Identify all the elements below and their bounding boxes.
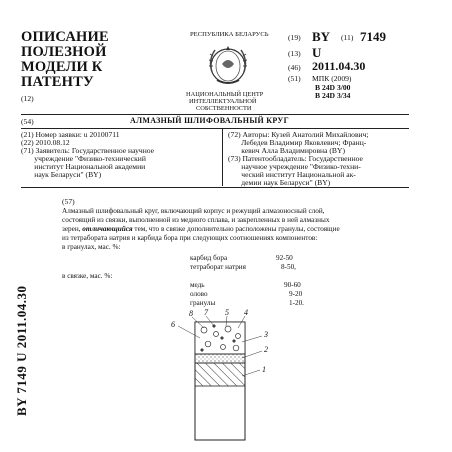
characterized-word: отличающийся — [82, 225, 133, 233]
model-title: АЛМАЗНЫЙ ШЛИФОВАЛЬНЫЙ КРУГ — [130, 116, 289, 125]
figure-label-4: 4 — [244, 308, 248, 317]
right-field-1: (72) Авторы: Кузей Анатолий Михайлович; — [228, 130, 369, 139]
binder-name-2: олово — [190, 290, 208, 298]
code-57: (57) — [62, 197, 75, 206]
granule-value-1: 92-50 — [276, 254, 293, 262]
binder-name-3: гранулы — [190, 299, 216, 307]
code-12: (12) — [21, 94, 34, 103]
code-11: (11) — [341, 33, 354, 42]
right-field-4: (73) Патентообладатель: Государственное — [228, 154, 363, 163]
kind-code: U — [312, 45, 322, 60]
publication-date: 2011.04.30 — [312, 59, 366, 73]
doc-title-line-3: МОДЕЛИ К — [21, 59, 103, 75]
binder-intro: в связке, мас. %: — [62, 272, 113, 280]
doc-title-line-1: ОПИСАНИЕ — [21, 29, 109, 45]
state-emblem — [205, 42, 251, 88]
claim-line-3-rest: тем, что в связке дополнительно расположены гранулы, состоящие — [134, 225, 340, 233]
binder-value-2: 9-20 — [289, 290, 303, 298]
binder-name-1: медь — [190, 281, 205, 289]
center-line-3: СОБСТВЕННОСТИ — [196, 105, 252, 112]
ipc-class-1: B 24D 3/00 — [315, 83, 351, 92]
granule-name-1: карбид бора — [190, 254, 228, 262]
claim-line-3 — [62, 225, 340, 233]
figure-label-7: 7 — [204, 308, 208, 317]
figure-label-8: 8 — [189, 309, 193, 318]
code-54: (54) — [21, 117, 34, 126]
code-51: (51) — [288, 74, 301, 83]
code-46: (46) — [288, 63, 301, 72]
code-13: (13) — [288, 49, 301, 58]
country-code: BY — [312, 29, 331, 44]
center-line-1: НАЦИОНАЛЬНЫЙ ЦЕНТР — [186, 91, 264, 98]
right-field-5: научное учреждение "Физико-техни- — [228, 162, 361, 171]
left-field-1: (21) Номер заявки: u 20100711 — [21, 130, 120, 139]
binder-value-3: 1-20. — [289, 299, 304, 307]
side-document-code: BY 7149 U 2011.04.30 — [14, 285, 29, 416]
patent-number: 7149 — [360, 29, 386, 44]
left-field-5: институт Национальной академии — [21, 162, 146, 171]
republic-label: РЕСПУБЛИКА БЕЛАРУСЬ — [190, 31, 269, 38]
figure-label-6: 6 — [171, 320, 175, 329]
claim-line-1: Алмазный шлифовальный круг, включающий корпус и режущий алмазоносный слой, — [62, 207, 325, 215]
claim-line-4: из тетраборaта натрия и карбида бора при следующих соотношениях компонентов: — [62, 234, 318, 242]
claim-line-2: состоящий из связки, выполненной из медного сплава, и закрепленных в ней алмазных — [62, 216, 330, 224]
right-field-2: Лебедев Владимир Яковлевич; Франц- — [228, 138, 367, 147]
figure-label-2: 2 — [264, 345, 268, 354]
right-field-7: демии наук Беларуси" (BY) — [228, 178, 331, 187]
claim-line-5: в гранулах, мас. %: — [62, 243, 121, 251]
left-field-2: (22) 2010.08.12 — [21, 138, 70, 147]
figure-label-1: 1 — [262, 365, 266, 374]
figure-label-5: 5 — [225, 308, 229, 317]
ipc-class-2: B 24D 3/34 — [315, 91, 351, 100]
doc-title-line-4: ПАТЕНТУ — [21, 74, 94, 90]
center-line-2: ИНТЕЛЛЕКТУАЛЬНОЙ — [189, 98, 257, 105]
rule-top — [21, 114, 409, 115]
left-field-3: (71) Заявитель: Государственное научное — [21, 146, 155, 155]
code-19: (19) — [288, 33, 301, 42]
left-field-6: наук Беларуси" (BY) — [21, 170, 102, 179]
rule-under-title — [21, 128, 409, 129]
right-field-3: кевич Алла Владимировна (BY) — [228, 146, 345, 155]
rule-under-fields — [21, 187, 409, 188]
claim-line-3-start: зерен, — [62, 225, 81, 233]
granule-name-2: тетраборат натрия — [190, 263, 246, 271]
column-divider — [222, 128, 223, 186]
right-field-6: ческий институт Национальной ак- — [228, 170, 356, 179]
left-field-4: учреждение "Физико-технический — [21, 154, 146, 163]
mpk-label: МПК (2009) — [312, 74, 352, 83]
granule-value-2: 8-50, — [281, 263, 296, 271]
binder-value-1: 90-60 — [284, 281, 301, 289]
doc-title-line-2: ПОЛЕЗНОЙ — [21, 44, 107, 60]
figure-label-3: 3 — [264, 330, 268, 339]
